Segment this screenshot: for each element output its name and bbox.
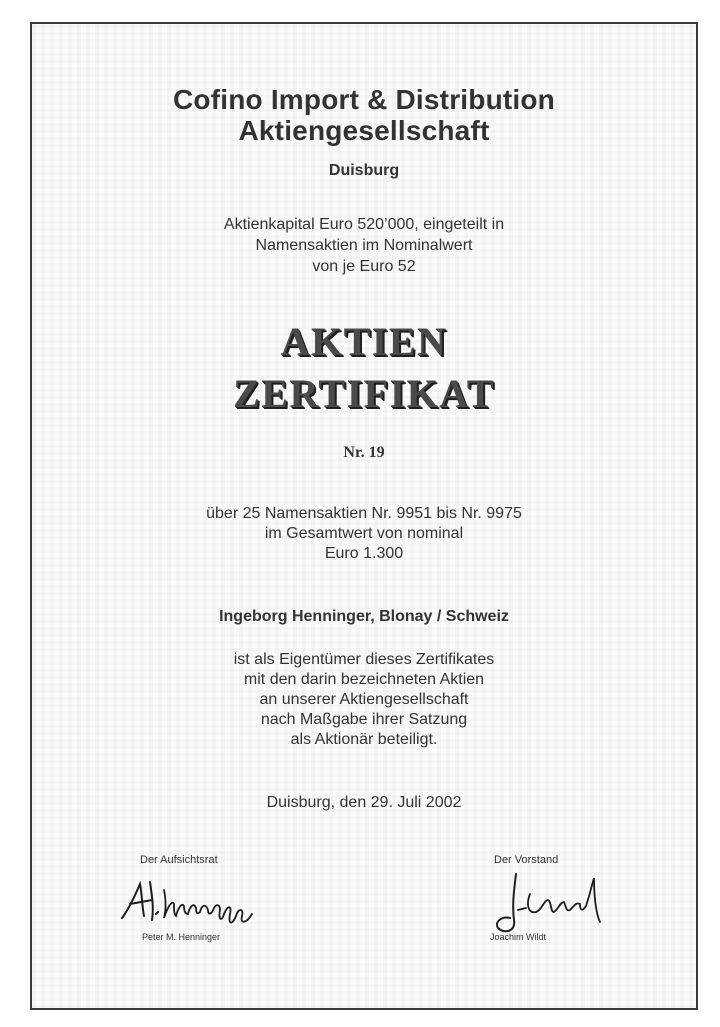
company-name-line-2: Aktiengesellschaft [238,115,490,146]
shares-line-2: im Gesamtwert von nominal [264,525,464,542]
share-capital-text [32,214,696,277]
statement-line-1: ist als Eigentümer dieses Zertifikates [233,651,495,668]
place-and-date: Duisburg, den 29. Juli 2002 [266,794,462,811]
ownership-statement [32,650,696,750]
company-city: Duisburg [328,162,400,179]
shares-line-3: Euro 1.300 [324,545,404,562]
statement-line-5: als Aktionär beteiligt. [290,731,438,748]
handwritten-signature-right [452,870,632,940]
title-line-2: ZERTIFIKAT [233,371,495,416]
capital-line-3: von je Euro 52 [312,258,416,275]
title-line-1: AKTIEN [280,319,448,364]
statement-line-4: nach Maßgabe ihrer Satzung [260,711,468,728]
certificate-title [32,316,696,420]
signature-role-right: Der Vorstand [494,854,559,866]
capital-line-1: Aktienkapital Euro 520’000, eingeteilt in [223,216,505,233]
certificate-number: Nr. 19 [343,444,385,461]
signature-role-left: Der Aufsichtsrat [140,854,218,866]
capital-line-2: Namensaktien im Nominalwert [255,237,473,254]
shares-description [32,504,696,564]
signatory-name-right: Joachim Wildt [490,932,547,942]
shareholder-name: Ingeborg Henninger, Blonay / Schweiz [219,608,509,625]
handwritten-signature-left [112,870,292,930]
statement-line-2: mit den darin bezeichneten Aktien [243,671,485,688]
shares-line-1: über 25 Namensaktien Nr. 9951 bis Nr. 9975 [206,505,522,522]
company-name [32,84,696,146]
share-certificate [30,22,698,1010]
company-name-line-1: Cofino Import & Distribution [173,84,555,115]
signatory-name-left: Peter M. Henninger [142,932,221,942]
statement-line-3: an unserer Aktiengesellschaft [259,691,469,708]
